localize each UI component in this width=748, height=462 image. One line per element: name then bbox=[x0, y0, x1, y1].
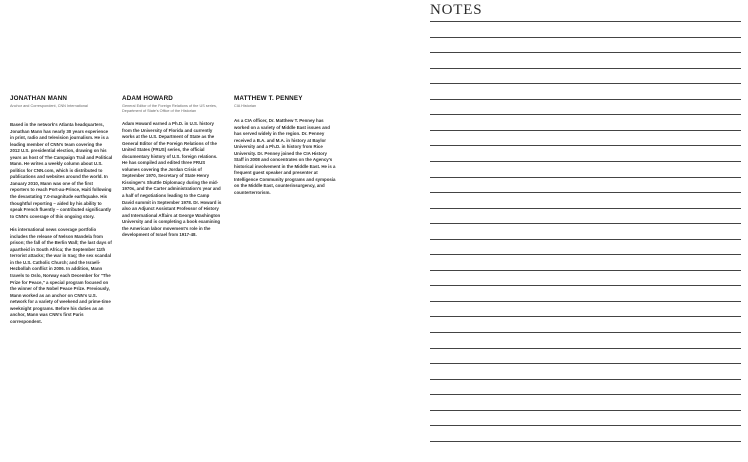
note-line bbox=[430, 21, 741, 22]
bio-name: JONATHAN MANN bbox=[10, 95, 68, 102]
note-line bbox=[430, 316, 741, 317]
note-line bbox=[430, 192, 741, 193]
bio-paragraph: As a CIA officer, Dr. Matthew T. Penney has worked on a variety of Middle East issues and has served widely in the region. Dr. Penney received a B.A. and M.A. in history at Baylor University and a Ph.D. in history from Rice University. Dr. Penney joined the CIA History Staff in 2008 and concentrates on the Agency's historical involvement in the Middle East. He is a frequent guest speaker and presenter at Intelligence Community programs and symposia on the Middle East, counterinsurgency, and counterterrorism. bbox=[234, 118, 336, 196]
note-line bbox=[430, 332, 741, 333]
note-line bbox=[430, 83, 741, 84]
note-line bbox=[430, 270, 741, 271]
note-line bbox=[430, 114, 741, 115]
note-line bbox=[430, 52, 741, 53]
bio-matthew-penney bbox=[234, 95, 337, 197]
note-line bbox=[430, 285, 741, 286]
bio-role: Anchor and Correspondent, CNN International bbox=[10, 104, 88, 108]
note-line bbox=[430, 410, 741, 411]
note-line bbox=[430, 223, 741, 224]
note-line bbox=[430, 363, 741, 364]
note-line bbox=[430, 161, 741, 162]
note-line bbox=[430, 208, 741, 209]
bio-paragraph: Adam Howard earned a Ph.D. in U.S. history from the University of Florida and currently works at the U.S. Department of State as the General Editor of the Foreign Relations of the United States (FRUS) series, the official documentary history of U.S. foreign relations. He has compiled and edited three FRUS volumes covering the Jordan Crisis of September 1970, Secretary of State Henry Kissinger's Shuttle Diplomacy during the mid-1970s, and the Carter administration's year and a half of negotiations leading to the Camp David summit in September 1978. Dr. Howard is also an Adjunct Assistant Professor of History and International Affairs at George Washington University and is completing a book examining the American labor movement's role in the development of Israel from 1917-48. bbox=[122, 121, 222, 238]
note-line bbox=[430, 394, 741, 395]
note-line bbox=[430, 177, 741, 178]
note-line bbox=[430, 37, 741, 38]
note-line bbox=[430, 348, 741, 349]
note-line bbox=[430, 254, 741, 255]
bio-name: MATTHEW T. PENNEY bbox=[234, 95, 303, 102]
bio-paragraph: His international news coverage portfolio includes the release of Nelson Mandela from prison; the fall of the Berlin Wall; the last days of apartheid in South Africa; the September 11th terrorist attacks; the war in Iraq; the sex scandal in the U.S. Catholic Church; and the Israeli-Hezbollah conflict in 2006. In addition, Mann travels to Oslo, Norway each December for "The Prize for Peace," a special program focused on the winner of the Nobel Peace Prize. Previously, Mann worked as an anchor on CNN's U.S. network for a variety of weekend and prime-time weeknight programs. Before his duties as an anchor, Mann was CNN's first Paris correspondent. bbox=[10, 227, 112, 324]
bio-role: CIA Historian bbox=[234, 104, 257, 108]
note-line bbox=[430, 130, 741, 131]
bio-adam-howard bbox=[122, 95, 222, 239]
note-line bbox=[430, 68, 741, 69]
bio-paragraph: Based in the network's Atlanta headquarters, Jonathan Mann has nearly 30 years experience in print, radio and television journalism. He is a leading member of CNN's team covering the 2012 U.S. presidential election, drawing on his years as host of The Campaign Trail and Political Mann. He writes a weekly column about U.S. politics for CNN.com, which is distributed to publications and websites around the world. In January 2010, Mann was one of the first reporters to reach Port-au-Prince, Haiti following the devastating 7.0-magnitude earthquake. His thoughtful reporting – aided by his ability to speak French fluently – contributed significantly to CNN's coverage of this ongoing story. bbox=[10, 122, 113, 219]
note-line bbox=[430, 239, 741, 240]
bio-jonathan-mann bbox=[10, 95, 113, 325]
notes-title: NOTES bbox=[430, 2, 483, 18]
note-line bbox=[430, 441, 741, 442]
note-line bbox=[430, 99, 741, 100]
note-line bbox=[430, 301, 741, 302]
note-line bbox=[430, 379, 741, 380]
note-line bbox=[430, 425, 741, 426]
note-line bbox=[430, 145, 741, 146]
notes-section bbox=[430, 0, 741, 462]
bio-role: General Editor of the Foreign Relations of the US series, Department of State's Office of the Historian bbox=[122, 104, 217, 113]
bio-name: ADAM HOWARD bbox=[122, 95, 173, 102]
